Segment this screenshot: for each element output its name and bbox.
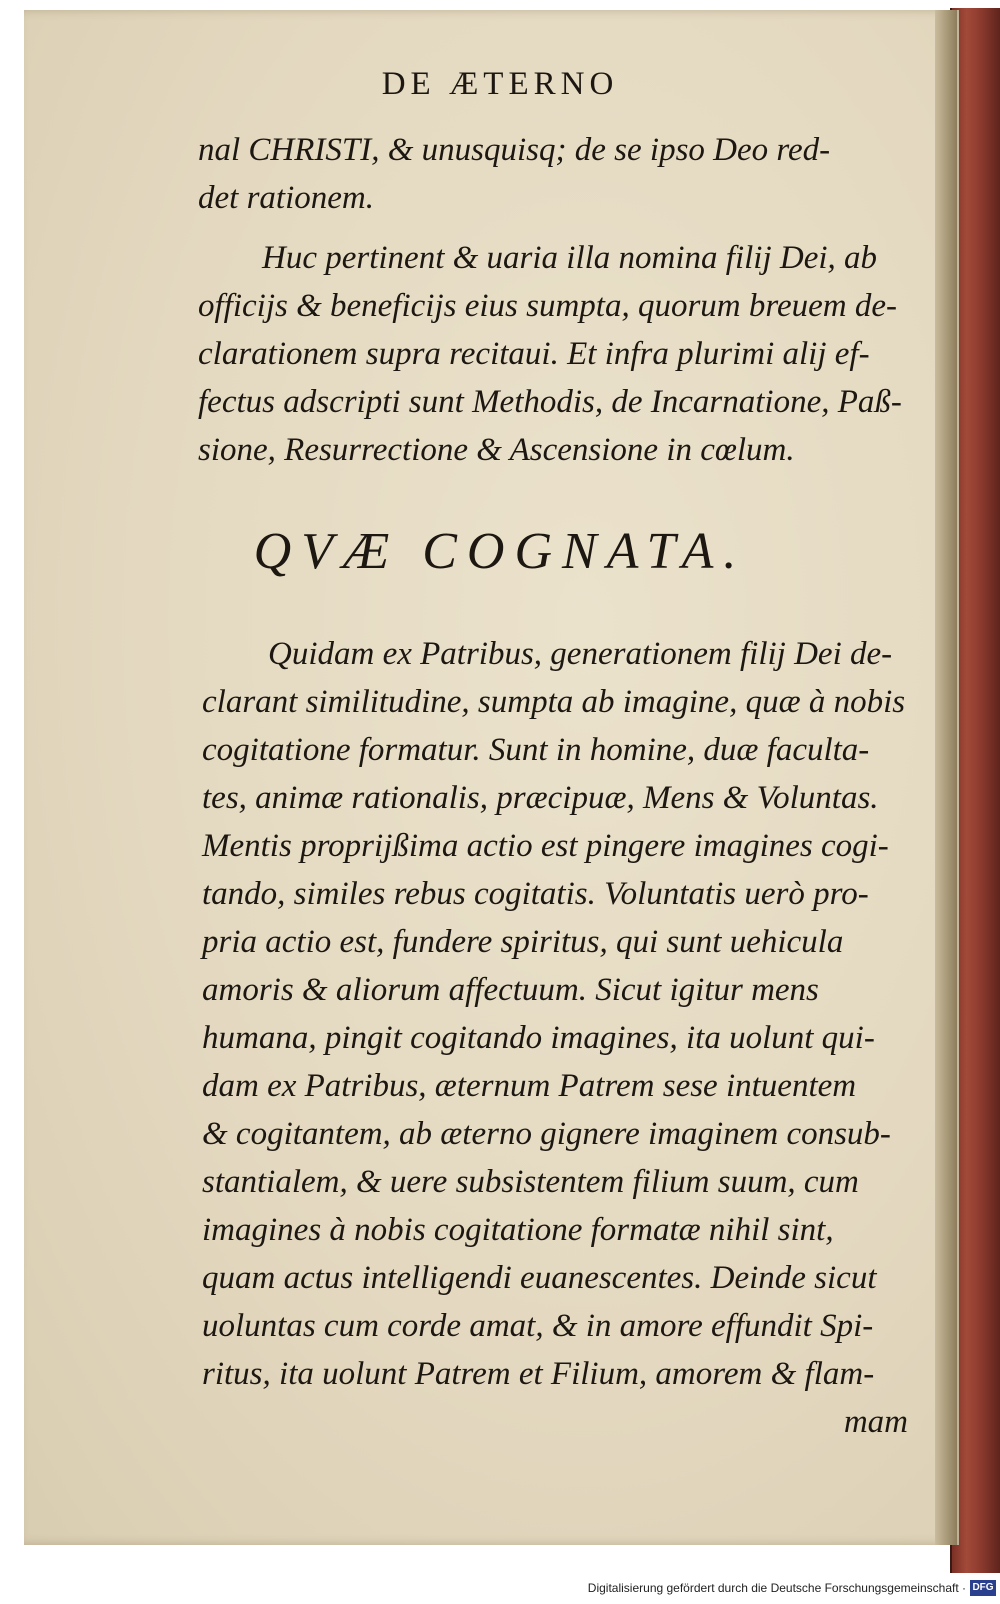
text-line: Mentis proprijßima actio est pingere imagines cogi- — [202, 828, 889, 864]
text-line: clarant similitudine, sumpta ab imagine, quæ à nobis — [202, 684, 906, 720]
text-line: amoris & aliorum affectuum. Sicut igitur mens — [202, 972, 819, 1008]
text-line: fectus adscripti sunt Methodis, de Incarnatione, Paß- — [198, 384, 902, 420]
text-line: tes, animæ rationalis, præcipuæ, Mens & Voluntas. — [202, 780, 879, 816]
digitization-footer — [0, 1578, 1000, 1604]
catchword: mam — [843, 1404, 908, 1440]
text-line: det rationem. — [198, 180, 374, 216]
text-line: stantialem, & uere subsistentem filium suum, cum — [202, 1164, 859, 1200]
text-line: Quidam ex Patribus, generationem filij Dei de- — [268, 636, 893, 672]
text-line: imagines à nobis cogitatione formatæ nihil sint, — [202, 1212, 834, 1248]
section-title: QVÆ COGNATA. — [253, 523, 747, 580]
text-line: dam ex Patribus, æternum Patrem sese intuentem — [202, 1068, 857, 1104]
text-line: officijs & beneficijs eius sumpta, quorum breuem de- — [198, 288, 898, 324]
page-fold-shadow — [935, 10, 957, 1545]
text-line: uoluntas cum corde amat, & in amore effundit Spi- — [202, 1308, 874, 1344]
running-head: DE ÆTERNO — [381, 66, 619, 102]
text-line: sione, Resurrectione & Ascensione in cœlum. — [198, 432, 795, 468]
text-line: Huc pertinent & uaria illa nomina filij Dei, ab — [262, 240, 878, 276]
text-line: quam actus intelligendi euanescentes. Deinde sicut — [202, 1260, 877, 1296]
text-line: clarationem supra recitaui. Et infra plurimi alij ef- — [198, 336, 870, 372]
dfg-logo-icon: DFG — [970, 1580, 996, 1596]
text-line: & cogitantem, ab æterno gignere imaginem consub- — [202, 1116, 891, 1152]
text-line: tando, similes rebus cogitatis. Voluntatis uerò pro- — [202, 876, 869, 912]
text-line: ritus, ita uolunt Patrem et Filium, amorem & flam- — [202, 1356, 875, 1392]
text-line: nal CHRISTI, & unusquisq; de se ipso Deo red- — [198, 132, 831, 168]
text-line: humana, pingit cogitando imagines, ita uolunt qui- — [202, 1020, 875, 1056]
footer-credit: Digitalisierung gefördert durch die Deutsche Forschungsgemeinschaft · — [587, 1581, 966, 1595]
text-line: cogitatione formatur. Sunt in homine, duæ faculta- — [202, 732, 870, 768]
text-line: pria actio est, fundere spiritus, qui sunt uehicula — [202, 924, 844, 960]
